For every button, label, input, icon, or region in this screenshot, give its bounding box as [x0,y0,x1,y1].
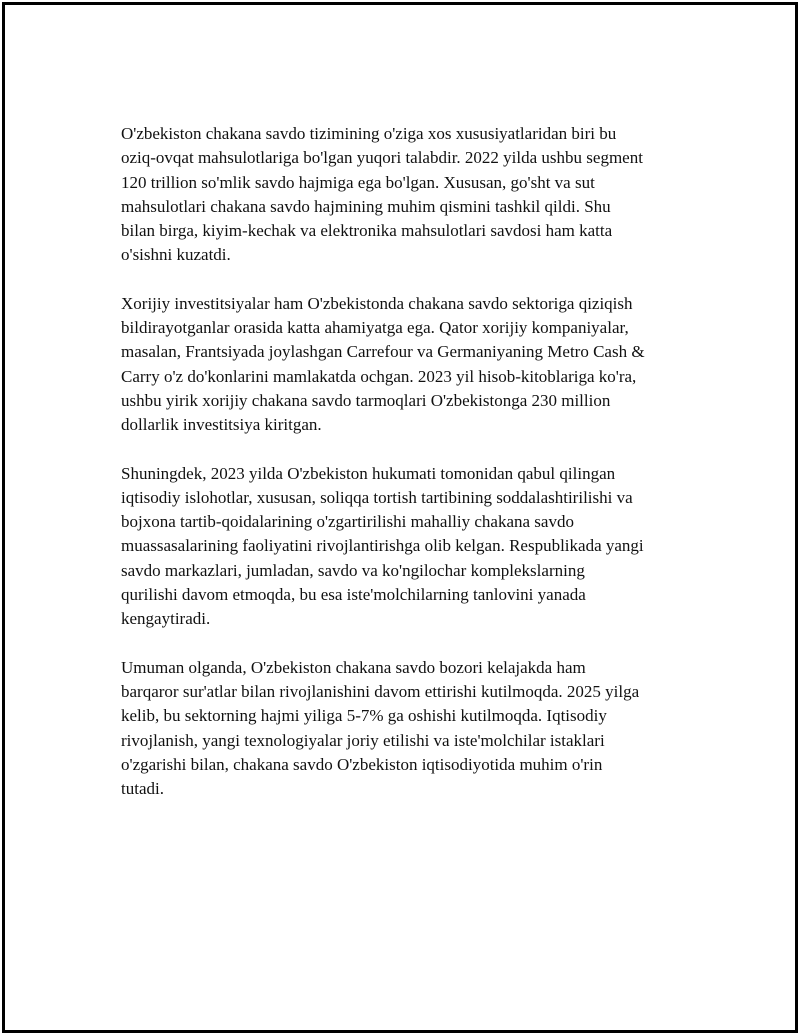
document-page [2,2,798,1033]
paragraph: O'zbekiston chakana savdo tizimining o'ziga xos xususiyatlaridan biri bu oziq-ovqat mahsulotlariga bo'lgan yuqori talabdir. 2022 yilda ushbu segment 120 trillion so'mlik savdo hajmiga ega bo'lgan. Xususan, go'sht va sut mahsulotlari chakana savdo hajmining muhim qismini tashkil qildi. Shu bilan birga, kiyim-kechak va elektronika mahsulotlari savdosi ham katta o'sishni kuzatdi. [121,124,643,265]
document-body [121,122,701,825]
paragraph: Xorijiy investitsiyalar ham O'zbekistonda chakana savdo sektoriga qiziqish bildirayotganlar orasida katta ahamiyatga ega. Qator xorijiy kompaniyalar, masalan, Frantsiyada joylashgan Carrefour va Germaniyaning Metro Cash & Carry o'z do'konlarini mamlakatda ochgan. 2023 yil hisob-kitoblariga ko'ra, ushbu yirik xorijiy chakana savdo tarmoqlari O'zbekistonga 230 million dollarlik investitsiya kiritgan. [121,293,645,435]
paragraph: Umuman olganda, O'zbekiston chakana savdo bozori kelajakda ham barqaror sur'atlar bilan rivojlanishini davom ettirishi kutilmoqda. 2025 yilga kelib, bu sektorning hajmi yiliga 5-7% ga oshishi kutilmoqda. Iqtisodiy rivojlanish, yangi texnologiyalar joriy etilishi va iste'molchilar istaklari o'zgarishi bilan, chakana savdo O'zbekiston iqtisodiyotida muhim o'rin tutadi. [121,657,640,799]
paragraph: Shuningdek, 2023 yilda O'zbekiston hukumati tomonidan qabul qilingan iqtisodiy islohotlar, xususan, soliqqa tortish tartibining soddalashtirilishi va bojxona tartib-qoidalarining o'zgartirilishi mahalliy chakana savdo muassasalarining faoliyatini rivojlantirishga olib kelgan. Respublikada yangi savdo markazlari, jumladan, savdo va ko'ngilochar komplekslarning qurilishi davom etmoqda, bu esa iste'molchilarning tanlovini yanada kengaytiradi. [121,463,644,629]
